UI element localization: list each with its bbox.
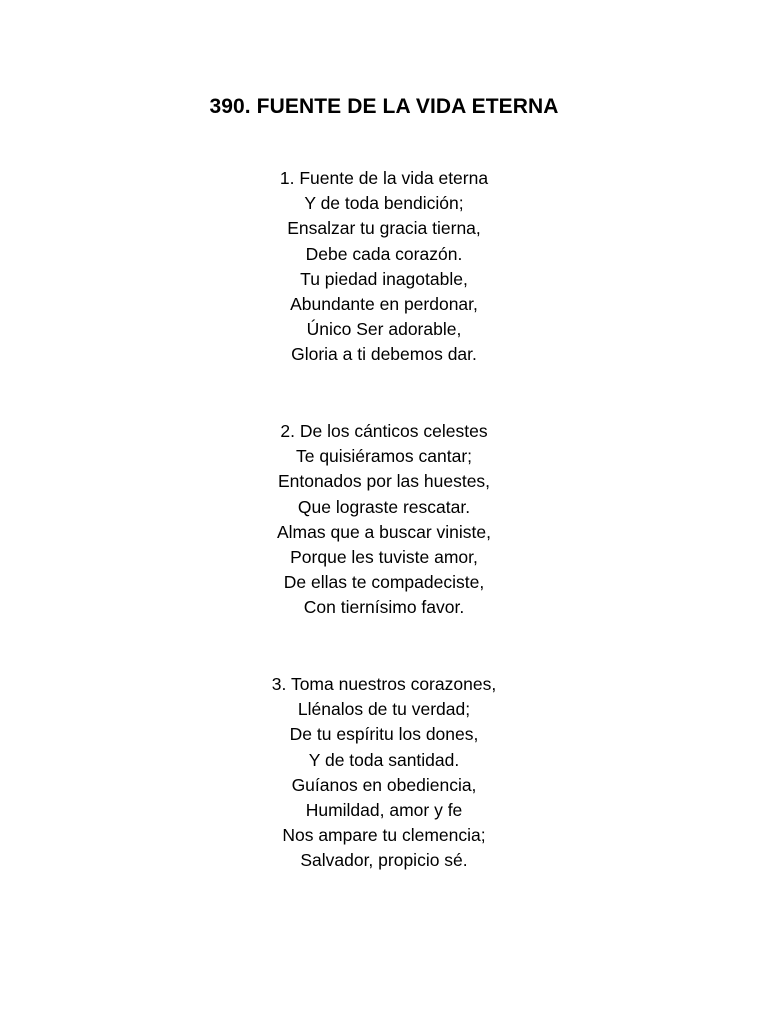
stanza-line: Humildad, amor y fe	[305, 800, 463, 821]
stanza-line: Gloria a ti debemos dar.	[291, 344, 477, 365]
stanza-line: Con tiernísimo favor.	[303, 597, 465, 618]
stanza-1	[0, 166, 768, 368]
stanza-line: Te quisiéramos cantar;	[295, 446, 473, 467]
stanza-line: Guíanos en obediencia,	[291, 774, 477, 795]
stanza-2	[0, 419, 768, 621]
stanza-line: De ellas te compadeciste,	[283, 572, 485, 593]
stanza-line: 3. Toma nuestros corazones,	[271, 674, 497, 694]
hymn-title: 390. FUENTE DE LA VIDA ETERNA	[209, 95, 559, 118]
stanza-line: Nos ampare tu clemencia;	[282, 825, 486, 846]
stanza-line: Almas que a buscar viniste,	[277, 521, 491, 542]
stanza-line: Llénalos de tu verdad;	[297, 699, 471, 720]
stanza-line: Porque les tuviste amor,	[290, 547, 478, 568]
stanza-line: Que lograste rescatar.	[297, 496, 471, 517]
stanza-line: De tu espíritu los dones,	[289, 724, 479, 745]
stanza-line: Y de toda santidad.	[308, 749, 460, 770]
stanza-line: Salvador, propicio sé.	[300, 850, 468, 871]
stanza-line: Abundante en perdonar,	[290, 294, 478, 315]
stanza-line: Debe cada corazón.	[305, 243, 463, 264]
stanza-line: 1. Fuente de la vida eterna	[279, 168, 489, 188]
stanza-line: Tu piedad inagotable,	[300, 268, 468, 289]
stanza-line: Entonados por las huestes,	[277, 471, 491, 492]
stanza-line: 2. De los cánticos celestes	[280, 421, 488, 441]
stanza-line: Ensalzar tu gracia tierna,	[287, 218, 481, 239]
stanza-line: Y de toda bendición;	[304, 193, 464, 214]
stanza-line: Único Ser adorable,	[306, 319, 462, 340]
stanza-3	[0, 672, 768, 874]
